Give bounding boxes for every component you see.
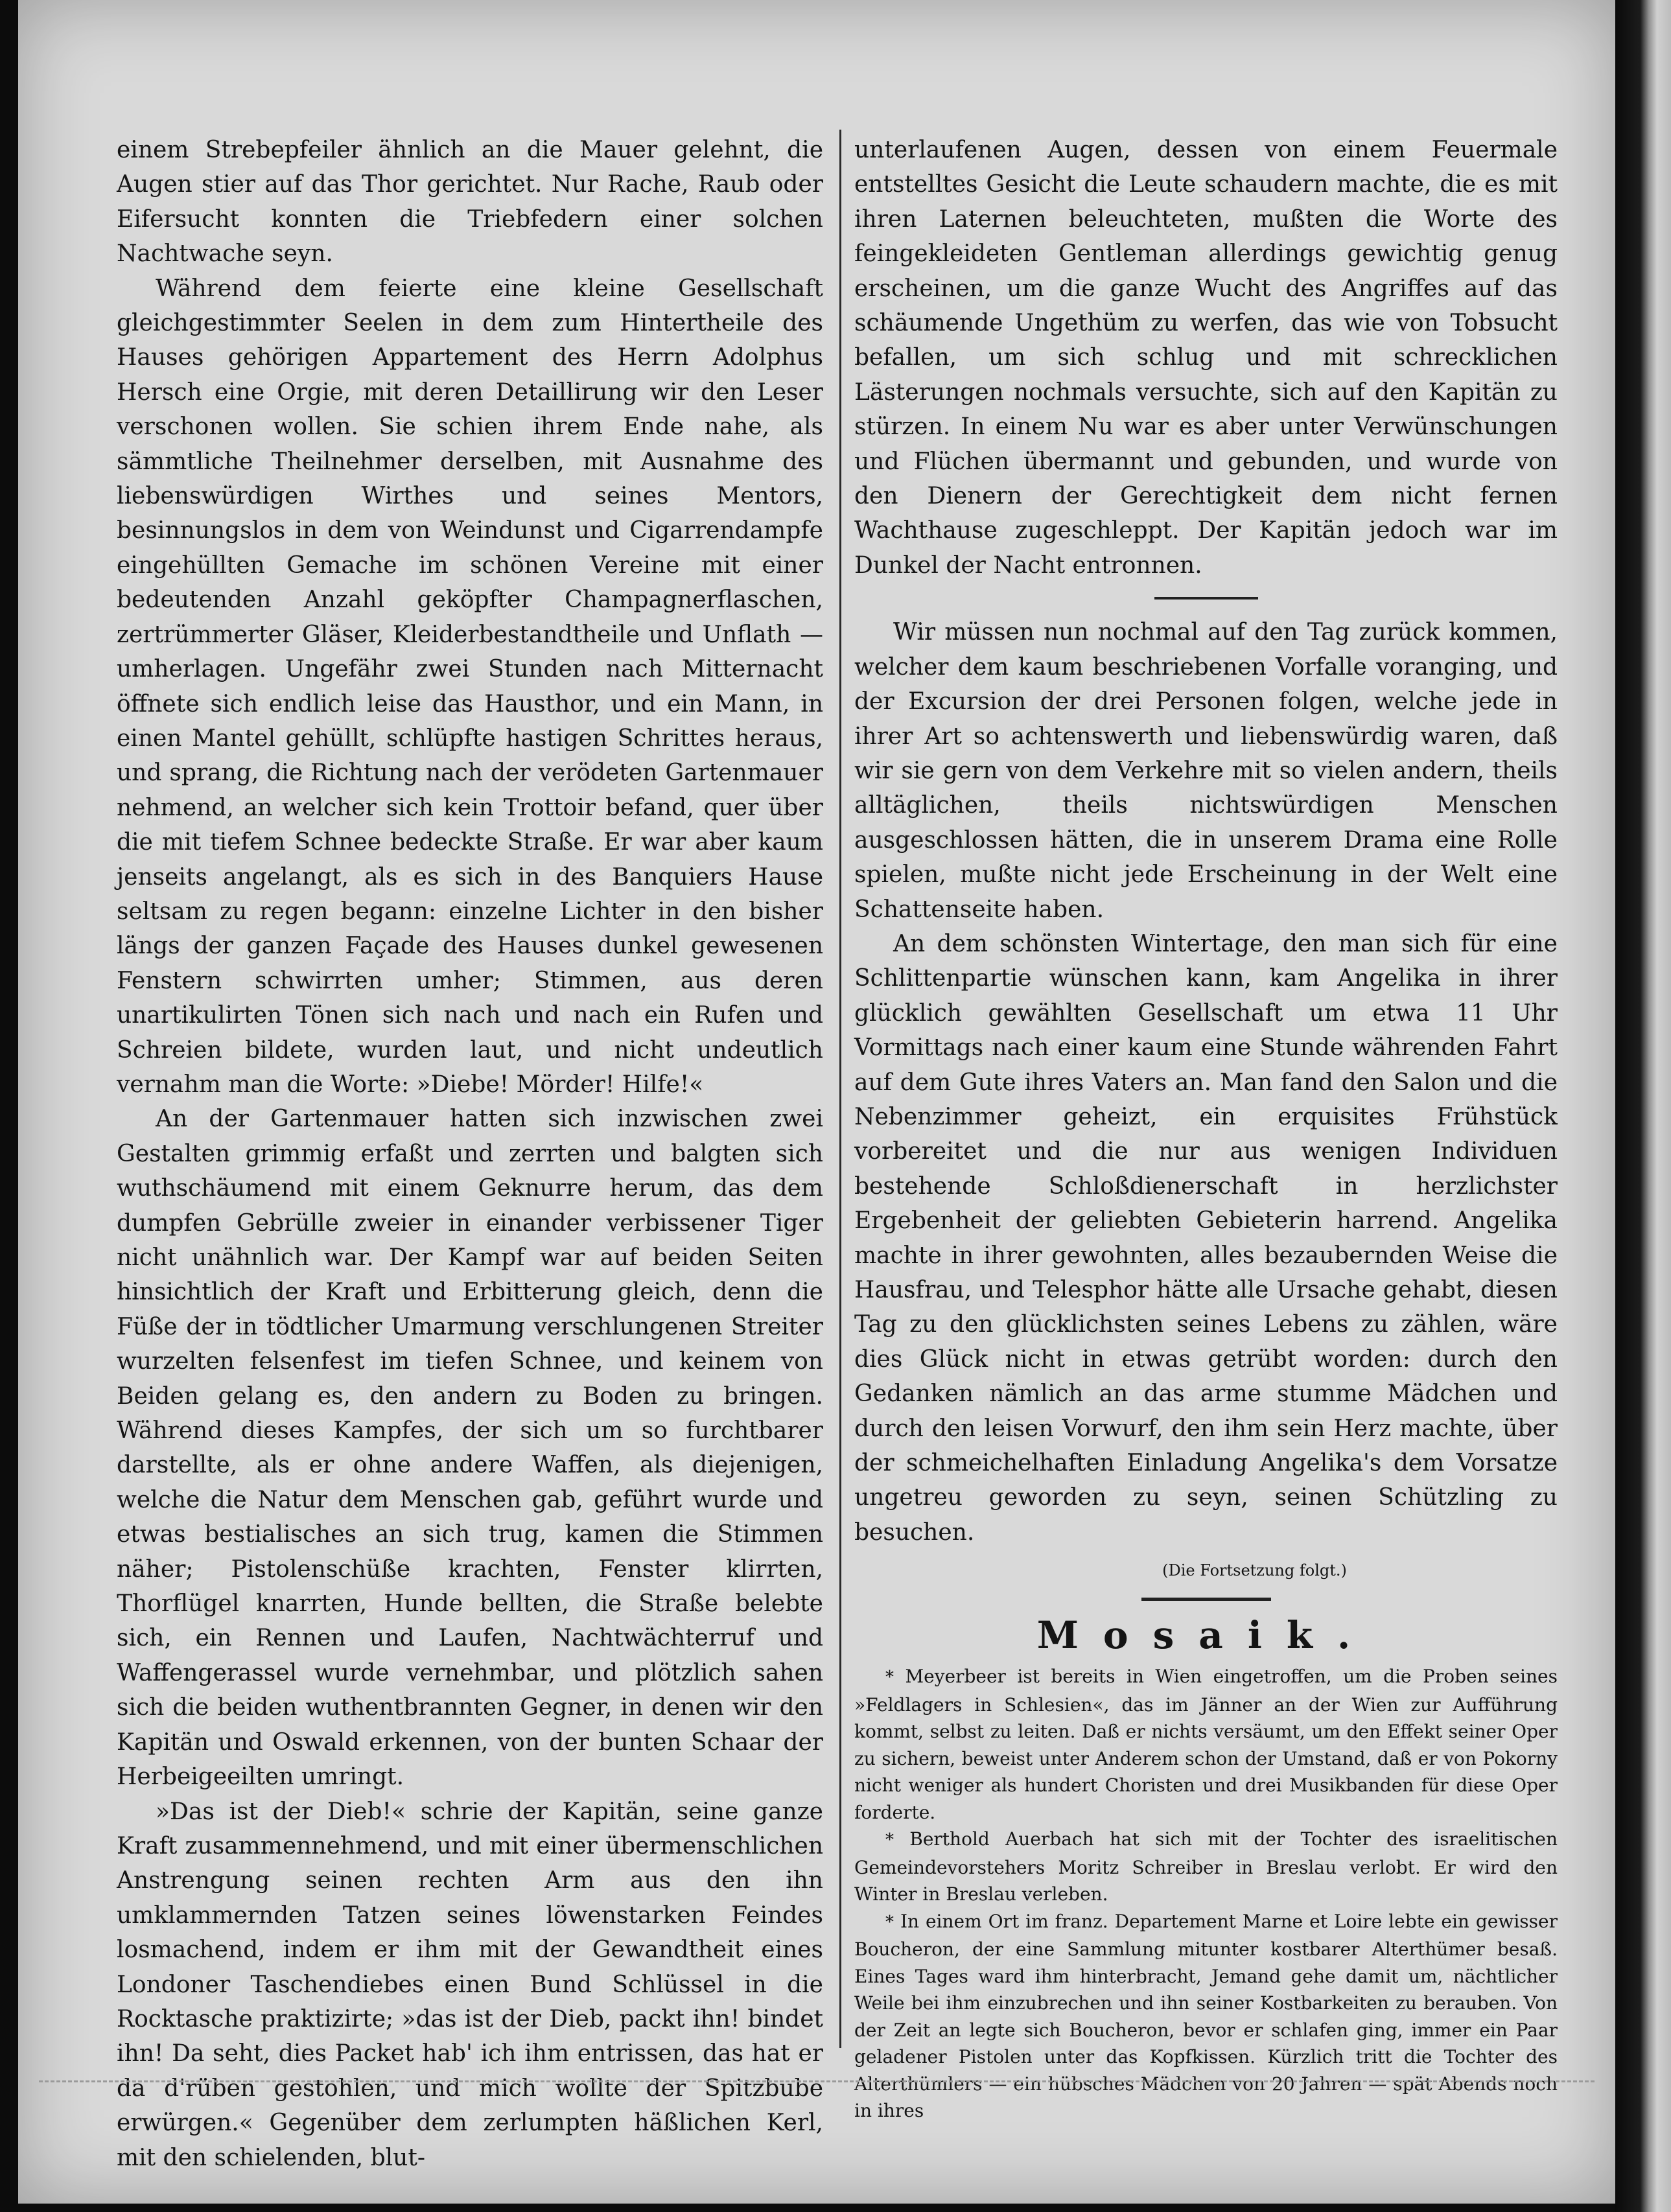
paragraph: An dem schönsten Wintertage, den man sich für eine Schlittenpartie wünschen kann, kam Angelika in ihrer glücklich gewählten Gesellschaft um etwa 11 Uhr Vormittags nach einer kaum eine Stunde währenden Fahrt auf dem Gute ihres Vaters an. Man fand den Salon und die Nebenzimmer geheizt, ein erquisites Frühstück vorbereitet und die nur aus wenigen Individuen bestehende Schloßdienerschaft in herzlichster Ergebenheit der geliebten Gebieterin harrend. Angelika machte in ihrer gewohnten, alles bezaubernden Weise die Hausfrau, und Telesphor hätte alle Ursache gehabt, diesen Tag zu den glücklichsten seines Lebens zu zählen, wäre dies Glück nicht in etwas getrübt worden: durch den Gedanken nämlich an das arme stumme Mädchen und durch den leisen Vorwurf, den ihm sein Herz machte, über der schmeichelhaften Einladung Angelika's dem Vorsatze ungetreu geworden zu seyn, seinen Schützling zu besuchen.	[854, 930, 1558, 1546]
mosaik-item	[854, 1908, 1558, 2125]
page-edge-shadow	[1615, 0, 1671, 2212]
mosaik-item-text: Berthold Auerbach hat sich mit der Tochter des israelitischen Gemeindevorstehers Moritz Schreiber in Breslau verlobt. Er wird den Winter in Breslau verleben.	[854, 1828, 1558, 1905]
section-separator	[1154, 597, 1258, 600]
column-divider	[839, 130, 841, 2048]
mosaik-item	[854, 1826, 1558, 1908]
mosaik-item	[854, 1663, 1558, 1826]
mosaik-section	[854, 1663, 1558, 2125]
page-bottom-rule	[39, 2080, 1595, 2088]
left-column	[117, 133, 823, 2175]
asterism-icon: *	[885, 1668, 894, 1688]
mosaik-item-text: In einem Ort im franz. Departement Marne et Loire lebte ein gewisser Boucheron, der eine Sammlung mitunter kostbarer Alterthümer besaß. Eines Tages ward ihm hinterbracht, Jemand gehe damit um, nächtlicher Weile bei ihm einzubrechen und ihn seiner Kostbarkeiten zu berauben. Von der Zeit an legte sich Boucheron, bevor er schlafen ging, immer ein Paar geladener Pistolen unter das Kopfkissen. Kürzlich tritt die Tochter des Alterthümlers — ein hübsches Mädchen von 20 Jahren — spät Abends noch in ihres	[854, 1910, 1558, 2122]
mosaik-heading: Mosaik.	[1036, 1613, 1375, 1658]
section-separator	[1141, 1598, 1271, 1601]
paragraph: Während dem feierte eine kleine Gesellschaft gleichgestimmter Seelen in dem zum Hintertheile des Hauses gehörigen Appartement des Herrn Adolphus Hersch eine Orgie, mit deren Detaillirung wir den Leser verschonen wollen. Sie schien ihrem Ende nahe, als sämmtliche Theilnehmer derselben, mit Ausnahme des liebenswürdigen Wirthes und seines Mentors, besinnungslos in dem von Weindunst und Cigarrendampfe eingehüllten Gemache im schönen Vereine mit einer bedeutenden Anzahl geköpfter Champagnerflaschen, zertrümmerter Gläser, Kleiderbestandtheile und Unflath — umherlagen. Ungefähr zwei Stunden nach Mitternacht öffnete sich endlich leise das Hausthor, und ein Mann, in einen Mantel gehüllt, schlüpfte hastigen Schrittes heraus, und sprang, die Richtung nach der verödeten Gartenmauer nehmend, an welcher sich kein Trottoir befand, quer über die mit tiefem Schnee bedeckte Straße. Er war aber kaum jenseits angelangt, als es sich in des Banquiers Hause seltsam zu regen begann: einzelne Lichter in den bisher längs der ganzen Façade des Hauses dunkel gewesenen Fenstern schwirrten umher; Stimmen, aus deren unartikulirten Tönen sich nach und nach ein Rufen und Schreien bildete, wurden laut, und nicht undeutlich vernahm man die Worte: »Diebe! Mörder! Hilfe!«	[117, 275, 823, 1098]
paragraph: Wir müssen nun nochmal auf den Tag zurück kommen, welcher dem kaum beschriebenen Vorfalle voranging, und der Excursion der drei Personen folgen, welche jede in ihrer Art so achtenswerth und liebenswürdig waren, daß wir sie gern von dem Verkehre mit so vielen andern, theils alltäglichen, theils nichtswürdigen Menschen ausgeschlossen hätten, die in unserem Drama eine Rolle spielen, mußte nicht jede Erscheinung in der Welt eine Schattenseite haben.	[854, 619, 1558, 923]
mosaik-item-text: Meyerbeer ist bereits in Wien eingetroffen, um die Proben seines »Feldlagers in Schlesien«, das im Jänner an der Wien zur Aufführung kommt, selbst zu leiten. Daß er nichts versäumt, um den Effekt seiner Oper zu sichern, beweist unter Anderem schon der Umstand, daß er von Pokorny nicht weniger als hundert Choristen und drei Musikbanden für diese Oper forderte.	[854, 1666, 1558, 1823]
right-column	[854, 133, 1558, 2125]
asterism-icon: *	[885, 1912, 894, 1932]
paragraph: unterlaufenen Augen, dessen von einem Feuermale entstelltes Gesicht die Leute schaudern machte, die es mit ihren Laternen beleuchteten, mußten die Worte des feingekleideten Gentleman allerdings gewichtig genug erscheinen, um die ganze Wucht des Angriffes auf das schäumende Ungethüm zu werfen, das wie von Tobsucht befallen, um sich schlug und mit schrecklichen Lästerungen nochmals versuchte, sich auf den Kapitän zu stürzen. In einem Nu war es aber unter Verwünschungen und Flüchen übermannt und gebunden, und wurde von den Dienern der Gerechtigkeit dem nicht fernen Wachthause zugeschleppt. Der Kapitän jedoch war im Dunkel der Nacht entronnen.	[854, 137, 1558, 579]
continuation-note: (Die Fortsetzung folgt.)	[1162, 1561, 1347, 1580]
paragraph: »Das ist der Dieb!« schrie der Kapitän, seine ganze Kraft zusammennehmend, und mit einer übermenschlichen Anstrengung seinen rechten Arm aus den ihn umklammernden Tatzen seines löwenstarken Feindes losmachend, indem er ihm mit der Gewandtheit eines Londoner Taschendiebes einen Bund Schlüssel in die Rocktasche praktizirte; »das ist der Dieb, packt ihn! bindet ihn! Da seht, dies Packet hab' ich ihm entrissen, das hat er da d'rüben gestohlen, und mich wollte der Spitzbube erwürgen.« Gegenüber dem zerlumpten häßlichen Kerl, mit den schielenden, blut-	[117, 1798, 823, 2171]
asterism-icon: *	[885, 1830, 894, 1850]
paragraph: An der Gartenmauer hatten sich inzwischen zwei Gestalten grimmig erfaßt und zerrten und balgten sich wuthschäumend mit einem Geknurre herum, das dem dumpfen Gebrülle zweier in einander verbissener Tiger nicht unähnlich war. Der Kampf war auf beiden Seiten hinsichtlich der Kraft und Erbitterung gleich, denn die Füße der in tödtlicher Umarmung verschlungenen Streiter wurzelten felsenfest im tiefen Schnee, und keinem von Beiden gelang es, den andern zu Boden zu bringen. Während dieses Kampfes, der sich um so furchtbarer darstellte, als er ohne andere Waffen, als diejenigen, welche die Natur dem Menschen gab, geführt wurde und etwas bestialisches an sich trug, kamen die Stimmen näher; Pistolenschüße krachten, Fenster klirrten, Thorflügel knarrten, Hunde bellten, die Straße belebte sich, ein Rennen und Laufen, Nachtwächterruf und Waffengerassel wurde vernehmbar, und plötzlich sahen sich die beiden wuthentbrannten Gegner, in denen wir den Kapitän und Oswald erkennen, von der bunten Schaar der Herbeigeeilten umringt.	[117, 1106, 823, 1791]
paragraph: einem Strebepfeiler ähnlich an die Mauer gelehnt, die Augen stier auf das Thor gerichtet. Nur Rache, Raub oder Eifersucht konnten die Triebfedern einer solchen Nachtwache seyn.	[117, 137, 823, 268]
